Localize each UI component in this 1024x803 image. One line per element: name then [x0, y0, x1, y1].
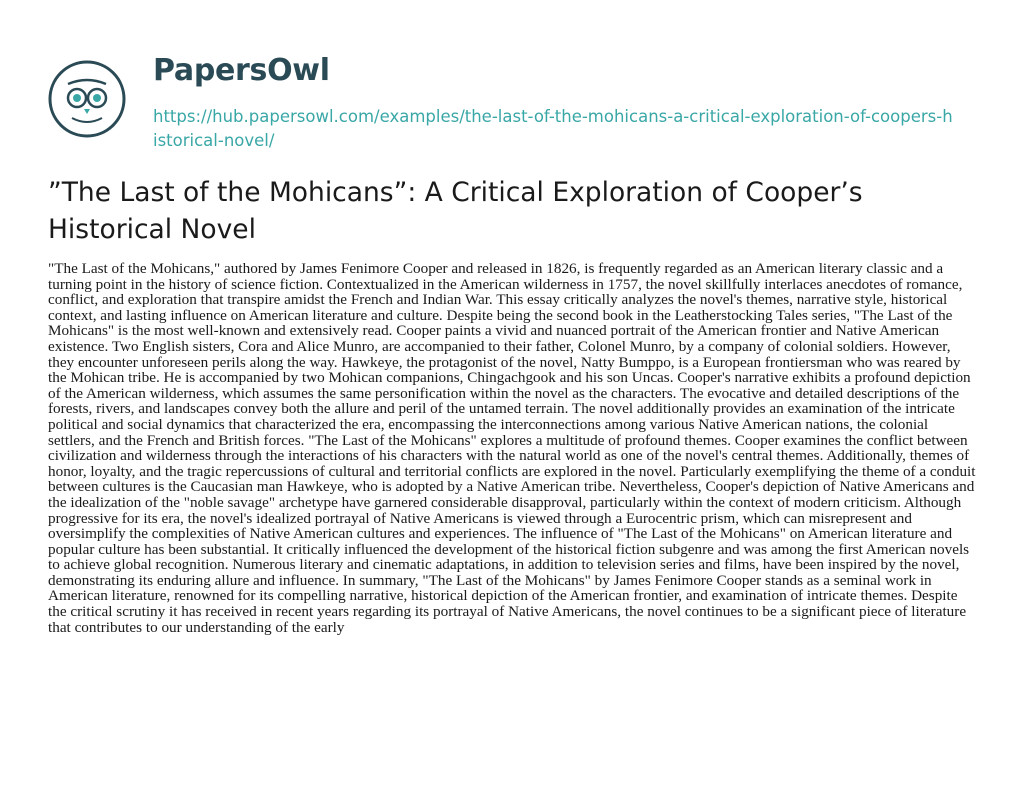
owl-logo-icon [48, 60, 126, 138]
site-header [48, 40, 978, 160]
brand-name: PapersOwl [153, 53, 330, 88]
article-body: "The Last of the Mohicans," authored by James Fenimore Cooper and released in 1826, is frequently regarded as an American literary classic and a turning point in the history of science fiction. Contextualized in the American wilderness in 1757, the novel skillfully interlaces anecdotes of romance, conflict, and exploration that transpire amidst the French and Indian War. This essay critically analyzes the novel's themes, narrative style, historical context, and lasting influence on American literature and culture. Despite being the second book in the Leatherstocking Tales series, "The Last of the Mohicans" is the most well-known and extensively read. Cooper paints a vivid and nuanced portrait of the American frontier and Native American existence. Two English sisters, Cora and Alice Munro, are accompanied to their father, Colonel Munro, by a company of colonial soldiers. However, they encounter unforeseen perils along the way. Hawkeye, the protagonist of the novel, Natty Bumppo, is a European frontiersman who was reared by the Mohican tribe. He is accompanied by two Mohican companions, Chingachgook and his son Uncas. Cooper's narrative exhibits a profound depiction of the American wilderness, which assumes the same personification within the novel as the characters. The evocative and detailed descriptions of the forests, rivers, and landscapes convey both the allure and peril of the untamed terrain. The novel additionally provides an examination of the intricate political and social dynamics that characterized the era, encompassing the interconnections among various Native American nations, the colonial settlers, and the French and British forces. "The Last of the Mohicans" explores a multitude of profound themes. Cooper examines the conflict between civilization and wilderness through the interactions of his characters with the natural world as one of the novel's central themes. Additionally, themes of honor, loyalty, and the tragic repercussions of cultural and territorial conflicts are explored in the novel. Particularly exemplifying the theme of a conduit between cultures is the Caucasian man Hawkeye, who is adopted by a Native American tribe. Nevertheless, Cooper's depiction of Native Americans and the idealization of the "noble savage" archetype have garnered considerable disapproval, particularly within the context of modern criticism. Although progressive for its era, the novel's idealized portrayal of Native Americans is viewed through a Eurocentric prism, which can misrepresent and oversimplify the complexities of Native American cultures and experiences. The influence of "The Last of the Mohicans" on American literature and popular culture has been substantial. It critically influenced the development of the historical fiction subgenre and was among the first American novels to achieve global recognition. Numerous literary and cinematic adaptations, in addition to television series and films, have been inspired by the novel, demonstrating its enduring allure and influence. In summary, "The Last of the Mohicans" by James Fenimore Cooper stands as a seminal work in American literature, renowned for its compelling narrative, historical depiction of the American frontier, and examination of intricate themes. Despite the critical scrutiny it has received in recent years regarding its portrayal of Native Americans, the novel continues to be a significant piece of literature that contributes to our understanding of the early [48, 260, 976, 636]
source-url-link[interactable]: https://hub.papersowl.com/examples/the-last-of-the-mohicans-a-critical-exploration-of-coopers-historical-novel/ [153, 107, 953, 150]
article-title: ”The Last of the Mohicans”: A Critical Exploration of Cooper’s Historical Novel [48, 177, 863, 245]
